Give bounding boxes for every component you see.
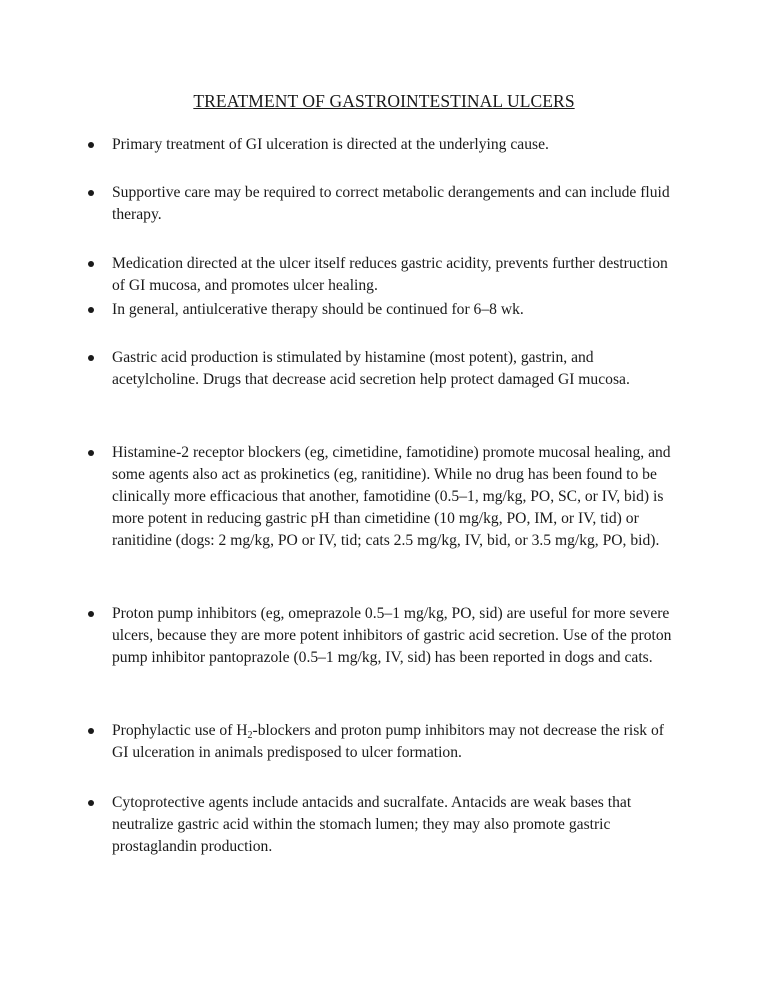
list-item-text: In general, antiulcerative therapy should be continued for 6–8 wk. <box>112 301 524 318</box>
list-item <box>112 253 682 297</box>
bullet-icon <box>88 190 94 196</box>
list-item <box>112 720 682 764</box>
bullet-icon <box>88 355 94 361</box>
list-item-text: Cytoprotective agents include antacids and sucralfate. Antacids are weak bases that neutralize gastric acid within the stomach lumen; they may also promote gastric prostaglandin production. <box>112 794 632 855</box>
bullet-icon <box>88 800 94 806</box>
list-item-text: Proton pump inhibitors (eg, omeprazole 0.5–1 mg/kg, PO, sid) are useful for more severe ulcers, because they are more potent inhibitors of gastric acid secretion. Use of the proton pump inhibitor pantoprazole (0.5–1 mg/kg, IV, sid) has been reported in dogs and cats. <box>112 605 672 666</box>
list-item-text: Gastric acid production is stimulated by histamine (most potent), gastrin, and acetylcholine. Drugs that decrease acid secretion help protect damaged GI mucosa. <box>112 349 630 388</box>
bullet-icon <box>88 450 94 456</box>
list-item <box>112 299 682 321</box>
list-item <box>112 134 682 156</box>
document-title: TREATMENT OF GASTROINTESTINAL ULCERS <box>193 91 575 111</box>
list-item-text: Histamine-2 receptor blockers (eg, cimetidine, famotidine) promote mucosal healing, and some agents also act as prokinetics (eg, ranitidine). While no drug has been found to be clinically more efficacious that another, famotidine (0.5–1, mg/kg, PO, SC, or IV, bid) is more potent in reducing gastric pH than cimetidine (10 mg/kg, PO, IM, or IV, tid) or ranitidine (dogs: 2 mg/kg, PO or IV, tid; cats 2.5 mg/kg, IV, bid, or 3.5 mg/kg, PO, bid). <box>112 444 671 549</box>
list-item-text: Medication directed at the ulcer itself reduces gastric acidity, prevents further destruction of GI mucosa, and promotes ulcer healing. <box>112 255 668 294</box>
list-item <box>112 442 682 552</box>
bullet-icon <box>88 307 94 313</box>
subscript-two: 2 <box>247 730 253 741</box>
bullet-icon <box>88 142 94 148</box>
list-item <box>112 182 682 226</box>
list-item-text: Supportive care may be required to correct metabolic derangements and can include fluid therapy. <box>112 184 670 223</box>
list-item-text: Prophylactic use of $H_2$-blockers and proton pump inhibitors may not decrease the risk of GI ulceration in animals predisposed to ulcer formation. <box>112 722 664 761</box>
bullet-icon <box>88 728 94 734</box>
bullet-icon <box>88 611 94 617</box>
bullet-icon <box>88 261 94 267</box>
list-item-text: Primary treatment of GI ulceration is directed at the underlying cause. <box>112 136 549 153</box>
list-item <box>112 347 682 391</box>
list-item <box>112 792 682 858</box>
list-item <box>112 603 682 669</box>
